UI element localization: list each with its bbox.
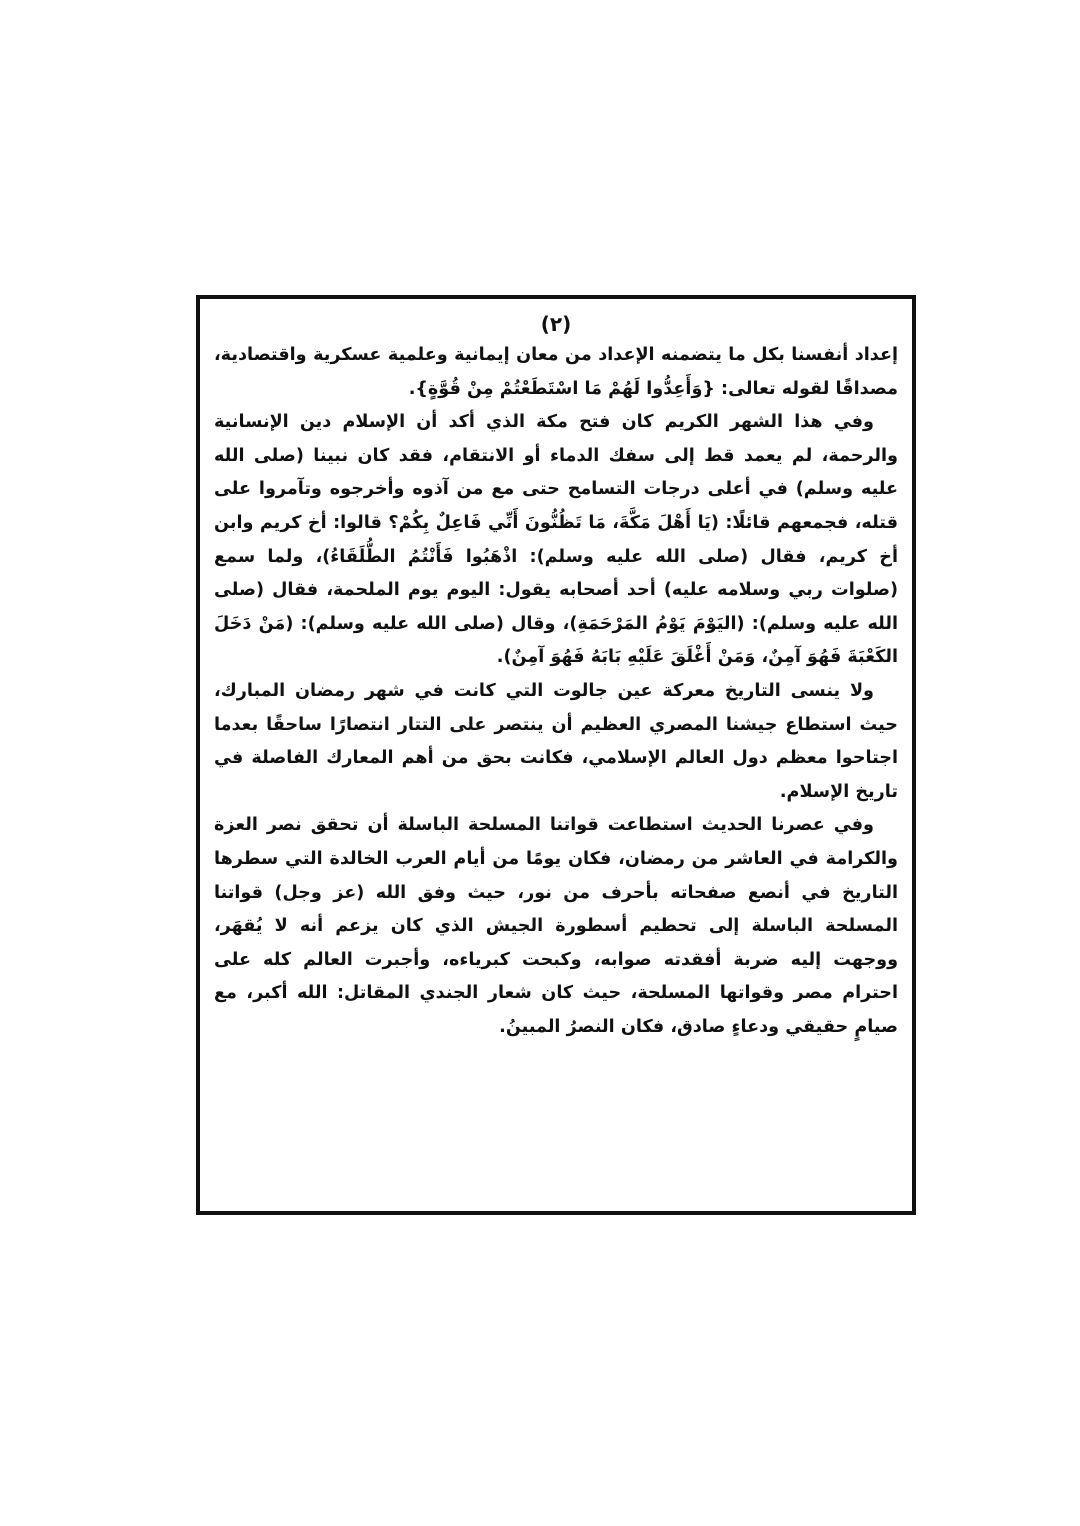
paragraph-4: وفي عصرنا الحديث استطاعت قواتنا المسلحة الباسلة أن تحقق نصر العزة والكرامة في العاشر من رمضان، فكان يومًا من أيام العرب الخالدة التي سطرها التاريخ في أنصع صفحاته بأحرف من نور، حيث وفق الله (عز وجل) قواتنا المسلحة الباسلة إلى تحطيم أسطورة الجيش الذي كان يزعم أنه لا يُقهَر، ووجهت إليه ضربة أفقدته صوابه، وكبحت كبرياءه، وأجبرت العالم كله على احترام مصر وقواتها المسلحة، حيث كان شعار الجندي المقاتل: الله أكبر، مع صيامٍ حقيقي ودعاءٍ صادق، فكان النصرُ المبينُ. — [214, 815, 898, 1037]
paragraph-2: وفي هذا الشهر الكريم كان فتح مكة الذي أكد أن الإسلام دين الإنسانية والرحمة، لم يعمد قط إلى سفك الدماء أو الانتقام، فقد كان نبينا (صلى الله عليه وسلم) في أعلى درجات التسامح حتى مع من آذوه وأخرجوه وتآمروا على قتله، فجمعهم قائلًا: (يَا أَهْلَ مَكَّةَ، مَا تَظُنُّونَ أَنِّي فَاعِلٌ بِكُمْ؟ قالوا: أخ كريم وابن أخ كريم، فقال (صلى الله عليه وسلم): اذْهَبُوا فَأَنْتُمُ الطُّلَقَاءُ)، ولما سمع (صلوات ربي وسلامه عليه) أحد أصحابه يقول: اليوم يوم الملحمة، فقال (صلى الله عليه وسلم): (اليَوْمَ يَوْمُ المَرْحَمَةِ)، وقال (صلى الله عليه وسلم): (مَنْ دَخَلَ الكَعْبَةَ فَهُوَ آمِنٌ، وَمَنْ أَغْلَقَ عَلَيْهِ بَابَهُ فَهُوَ آمِنٌ). — [214, 412, 898, 668]
paragraph-3: ولا ينسى التاريخ معركة عين جالوت التي كانت في شهر رمضان المبارك، حيث استطاع جيشنا المصري العظيم أن ينتصر على التتار انتصارًا ساحقًا بعدما اجتاحوا معظم دول العالم الإسلامي، فكانت بحق من أهم المعارك الفاصلة في تاريخ الإسلام. — [214, 680, 898, 802]
paragraph-1: إعداد أنفسنا بكل ما يتضمنه الإعداد من معان إيمانية وعلمية عسكرية واقتصادية، مصداقًا لقوله تعالى: {وَأَعِدُّوا لَهُمْ مَا اسْتَطَعْتُمْ مِنْ قُوَّةٍ}. — [214, 345, 898, 399]
page-frame — [196, 295, 916, 1215]
page-number: (٢) — [540, 312, 572, 336]
